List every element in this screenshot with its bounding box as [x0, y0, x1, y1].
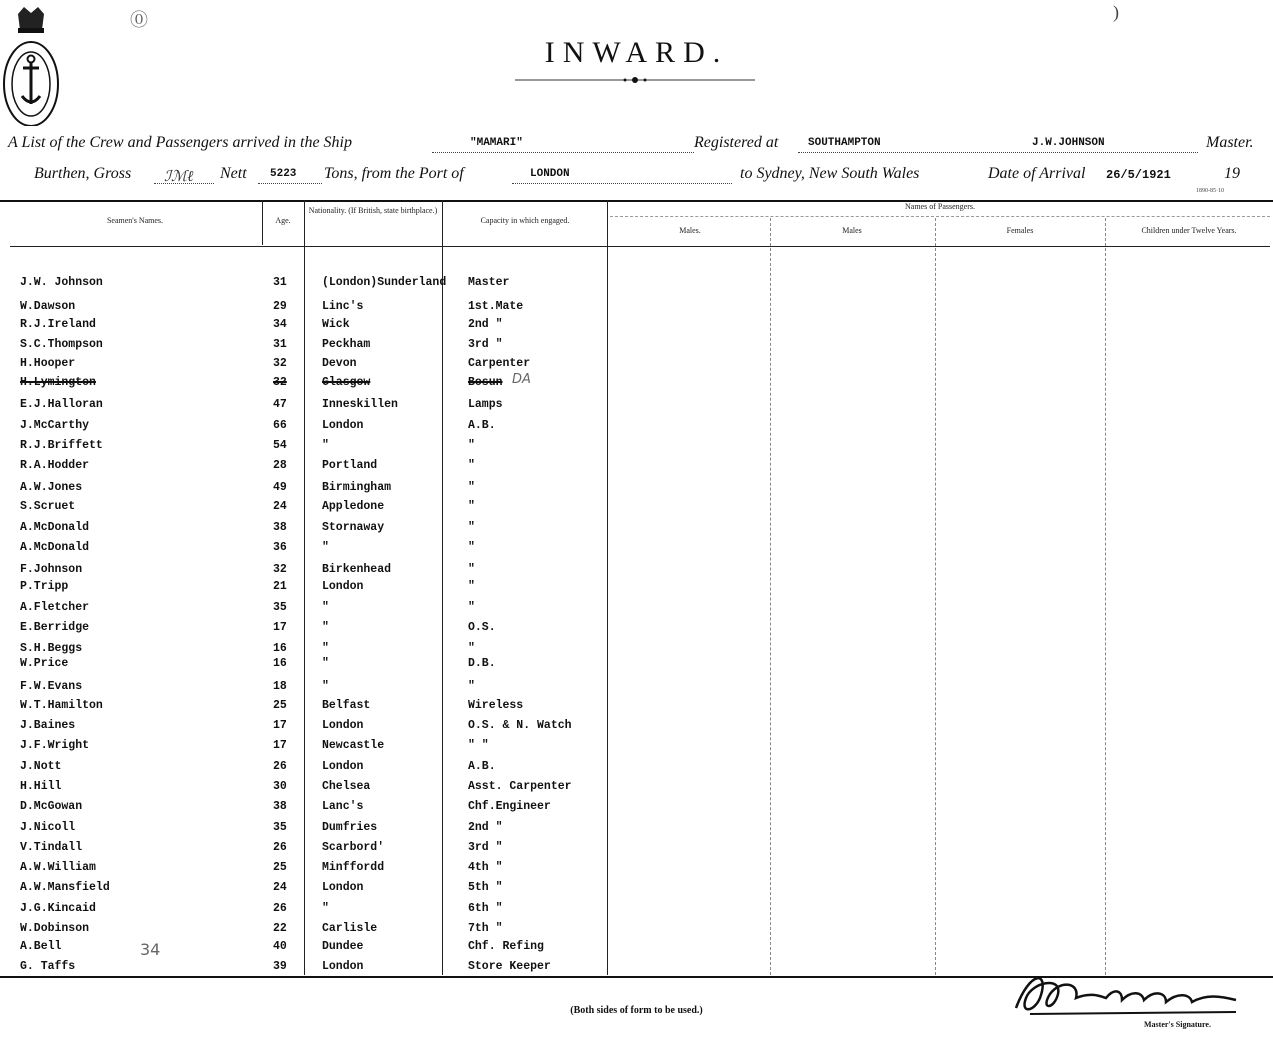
th-males-b: Males [842, 226, 862, 235]
crew-age: 32 [273, 376, 287, 389]
crew-age: 66 [273, 419, 287, 432]
crew-capacity: 2nd " [468, 318, 503, 331]
crew-capacity: 4th " [468, 861, 503, 874]
crew-capacity: Store Keeper [468, 960, 551, 973]
crew-nationality: " [322, 902, 329, 915]
crew-row [0, 841, 610, 859]
crew-age: 32 [273, 563, 287, 576]
crew-nationality: Portland [322, 459, 378, 472]
crew-row [0, 739, 610, 757]
crew-nationality: Belfast [322, 699, 371, 712]
footer-note: (Both sides of form to be used.) [570, 1005, 703, 1016]
crew-name: J.McCarthy [20, 419, 90, 432]
crew-capacity: " [468, 680, 475, 693]
crew-nationality: " [322, 601, 329, 614]
crew-age: 28 [273, 459, 287, 472]
crew-name: S.C.Thompson [20, 338, 103, 351]
crew-name: R.A.Hodder [20, 459, 90, 472]
form-print-number: 1890-85·10 [1196, 188, 1224, 194]
crew-capacity: " [468, 642, 475, 655]
crew-age: 24 [273, 881, 287, 894]
gross-tons-scrawl: ℐℳℓ [164, 167, 194, 185]
crew-age: 17 [273, 621, 287, 634]
crew-capacity: Chf. Refing [468, 940, 544, 953]
crew-age: 34 [273, 318, 287, 331]
crew-nationality: " [322, 657, 329, 670]
crew-nationality: " [322, 642, 329, 655]
crew-nationality: " [322, 541, 329, 554]
crew-capacity: " [468, 563, 475, 576]
crew-row [0, 680, 610, 698]
crew-capacity: 3rd " [468, 841, 503, 854]
crew-name: W.Dawson [20, 300, 76, 313]
crew-nationality: Carlisle [322, 922, 378, 935]
crew-row [0, 800, 610, 818]
crew-row [0, 699, 610, 717]
circle-o-mark: ⓪ [130, 10, 148, 31]
crew-name: G. Taffs [20, 960, 76, 973]
crew-age: 32 [273, 357, 287, 370]
crew-age: 21 [273, 580, 287, 593]
col-divider-females [935, 218, 936, 975]
crew-row [0, 719, 610, 737]
crew-row [0, 481, 610, 499]
crew-age: 16 [273, 657, 287, 670]
crew-row [0, 821, 610, 839]
crew-age: 40 [273, 940, 287, 953]
col-divider-children [1105, 218, 1106, 975]
crew-nationality: Stornaway [322, 521, 385, 534]
arrival-label: Date of Arrival [988, 165, 1086, 182]
header-rule [10, 246, 1270, 247]
th-males-a: Males. [679, 226, 701, 235]
crew-name: J.Nicoll [20, 821, 76, 834]
crew-capacity: " [468, 481, 475, 494]
title-ornament [515, 75, 755, 85]
crew-nationality: Appledone [322, 500, 385, 513]
crew-nationality: London [322, 419, 364, 432]
margin-note: 34 [140, 940, 161, 959]
crew-capacity: Master [468, 276, 510, 289]
crew-nationality: Glasgow [322, 376, 371, 389]
crew-capacity: " [468, 459, 475, 472]
crew-nationality: Wick [322, 318, 350, 331]
crew-nationality: London [322, 760, 364, 773]
crew-row [0, 439, 610, 457]
crew-age: 54 [273, 439, 287, 452]
crew-name: A.Bell [20, 940, 62, 953]
registered-label: Registered at [694, 134, 779, 151]
crew-age: 35 [273, 821, 287, 834]
crew-row [0, 960, 610, 978]
crew-age: 38 [273, 800, 287, 813]
page-title: INWARD. [544, 36, 729, 69]
master-name: J.W.JOHNSON [1032, 137, 1105, 149]
crew-name: A.W.Jones [20, 481, 83, 494]
crew-capacity: D.B. [468, 657, 496, 670]
crew-age: 26 [273, 760, 287, 773]
crew-age: 31 [273, 338, 287, 351]
passenger-subrule [610, 216, 1270, 218]
crew-capacity: O.S. & N. Watch [468, 719, 572, 732]
crew-name: A.W.William [20, 861, 96, 874]
crew-row [0, 902, 610, 920]
crew-capacity: 6th " [468, 902, 503, 915]
crew-row [0, 940, 610, 958]
crew-capacity: 2nd " [468, 821, 503, 834]
master-signature [1010, 968, 1240, 1018]
year-prefix: 19 [1224, 165, 1240, 182]
crew-row [0, 419, 610, 437]
th-children: Children under Twelve Years. [1141, 226, 1237, 235]
crew-name: W.Dobinson [20, 922, 90, 935]
strike-note: DA [512, 372, 531, 387]
crew-age: 39 [273, 960, 287, 973]
crew-nationality: Minffordd [322, 861, 385, 874]
crew-age: 18 [273, 680, 287, 693]
crew-nationality: " [322, 439, 329, 452]
arrival-date: 26/5/1921 [1106, 168, 1171, 182]
crew-age: 17 [273, 739, 287, 752]
crew-row [0, 521, 610, 539]
crew-age: 30 [273, 780, 287, 793]
crew-nationality: Birmingham [322, 481, 392, 494]
nett-label: Nett [220, 165, 247, 182]
crew-nationality: Dumfries [322, 821, 378, 834]
crew-capacity: Wireless [468, 699, 524, 712]
crew-name: F.Johnson [20, 563, 83, 576]
crew-capacity: A.B. [468, 760, 496, 773]
th-names: Seamen's Names. [106, 216, 164, 225]
paren-mark: ) [1113, 2, 1119, 22]
header-line-1 [8, 134, 1273, 156]
crew-capacity: " " [468, 739, 489, 752]
crew-nationality: Lanc's [322, 800, 364, 813]
crew-age: 36 [273, 541, 287, 554]
crew-name: J.W. Johnson [20, 276, 103, 289]
crew-age: 35 [273, 601, 287, 614]
crew-nationality: Dundee [322, 940, 364, 953]
crew-row [0, 500, 610, 518]
crew-nationality: Peckham [322, 338, 371, 351]
crew-age: 17 [273, 719, 287, 732]
crew-capacity: 1st.Mate [468, 300, 524, 313]
crew-nationality: Inneskillen [322, 398, 398, 411]
ship-name: "MAMARI" [470, 137, 523, 149]
crew-age: 47 [273, 398, 287, 411]
crew-row [0, 300, 610, 318]
crew-row [0, 338, 610, 356]
crew-nationality: (London)Sunderland [322, 276, 447, 289]
signature-label: Master's Signature. [1144, 1020, 1211, 1029]
crew-name: A.Fletcher [20, 601, 90, 614]
crew-name: R.J.Briffett [20, 439, 103, 452]
crew-nationality: Linc's [322, 300, 364, 313]
crew-capacity: Lamps [468, 398, 503, 411]
crew-row [0, 459, 610, 477]
crew-age: 25 [273, 699, 287, 712]
crew-name: F.W.Evans [20, 680, 83, 693]
crew-name: S.Scruet [20, 500, 76, 513]
crew-age: 16 [273, 642, 287, 655]
crew-name: A.W.Mansfield [20, 881, 110, 894]
crew-row [0, 398, 610, 416]
crew-nationality: London [322, 960, 364, 973]
crew-age: 24 [273, 500, 287, 513]
crew-capacity: Bosun [468, 376, 503, 389]
nett-tons: 5223 [270, 168, 297, 180]
crew-age: 25 [273, 861, 287, 874]
crew-nationality: " [322, 621, 329, 634]
crew-nationality: Birkenhead [322, 563, 392, 576]
crew-name: E.Berridge [20, 621, 90, 634]
crew-row [0, 318, 610, 336]
crew-capacity: " [468, 521, 475, 534]
crew-nationality: London [322, 719, 364, 732]
th-nationality: Nationality. (If British, state birthplace.) [308, 206, 438, 215]
header-line-2 [8, 165, 1273, 187]
crew-age: 22 [273, 922, 287, 935]
from-port: LONDON [530, 168, 570, 180]
crew-capacity: 7th " [468, 922, 503, 935]
crew-nationality: " [322, 680, 329, 693]
crew-capacity: Carpenter [468, 357, 531, 370]
crew-capacity: " [468, 580, 475, 593]
crew-name: J.G.Kincaid [20, 902, 96, 915]
crew-capacity: A.B. [468, 419, 496, 432]
crew-name: A.McDonald [20, 521, 90, 534]
to-label: to Sydney, New South Wales [740, 165, 920, 182]
crew-name: J.Nott [20, 760, 62, 773]
crew-capacity: Asst. Carpenter [468, 780, 572, 793]
burthen-label: Burthen, Gross [34, 165, 132, 182]
crew-name: J.F.Wright [20, 739, 90, 752]
crew-capacity: " [468, 439, 475, 452]
list-intro: A List of the Crew and Passengers arrived in the Ship [8, 134, 352, 151]
crew-row [0, 621, 610, 639]
crew-row [0, 881, 610, 899]
crew-name: H.Hill [20, 780, 62, 793]
table-top-rule [0, 200, 1273, 202]
crew-name: P.Tripp [20, 580, 69, 593]
crew-name: H.Lymington [20, 376, 96, 389]
crew-row [0, 780, 610, 798]
tons-label: Tons, from the Port of [324, 165, 464, 182]
crew-age: 38 [273, 521, 287, 534]
crew-age: 26 [273, 902, 287, 915]
crew-row [0, 657, 610, 675]
crew-nationality: London [322, 580, 364, 593]
crew-row [0, 541, 610, 559]
col-divider-males [770, 218, 771, 975]
crew-name: E.J.Halloran [20, 398, 103, 411]
crew-name: V.Tindall [20, 841, 83, 854]
crew-capacity: " [468, 541, 475, 554]
crew-row [0, 861, 610, 879]
crew-row [0, 922, 610, 940]
crew-name: S.H.Beggs [20, 642, 83, 655]
crew-nationality: Devon [322, 357, 357, 370]
registered-port: SOUTHAMPTON [808, 137, 881, 149]
crew-capacity: Chf.Engineer [468, 800, 551, 813]
crew-nationality: Chelsea [322, 780, 371, 793]
crew-row [0, 580, 610, 598]
crew-name: J.Baines [20, 719, 76, 732]
crew-row [0, 760, 610, 778]
crew-name: A.McDonald [20, 541, 90, 554]
crew-capacity: 3rd " [468, 338, 503, 351]
crew-name: H.Hooper [20, 357, 76, 370]
crew-name: R.J.Ireland [20, 318, 96, 331]
crew-age: 31 [273, 276, 287, 289]
crew-age: 29 [273, 300, 287, 313]
th-females: Females [1006, 226, 1034, 235]
crew-age: 26 [273, 841, 287, 854]
crew-capacity: " [468, 500, 475, 513]
crew-capacity: O.S. [468, 621, 496, 634]
crew-capacity: " [468, 601, 475, 614]
master-label: Master. [1206, 134, 1254, 151]
crew-name: D.McGowan [20, 800, 83, 813]
crew-row [0, 276, 610, 294]
th-age: Age. [275, 216, 291, 225]
crew-nationality: Scarbord' [322, 841, 385, 854]
crew-name: W.T.Hamilton [20, 699, 103, 712]
th-passengers: Names of Passengers. [905, 202, 975, 211]
crew-nationality: Newcastle [322, 739, 385, 752]
crew-age: 49 [273, 481, 287, 494]
th-capacity: Capacity in which engaged. [480, 216, 570, 225]
crew-row [0, 601, 610, 619]
crew-capacity: 5th " [468, 881, 503, 894]
crew-nationality: London [322, 881, 364, 894]
crew-name: W.Price [20, 657, 69, 670]
crew-row [0, 563, 610, 581]
